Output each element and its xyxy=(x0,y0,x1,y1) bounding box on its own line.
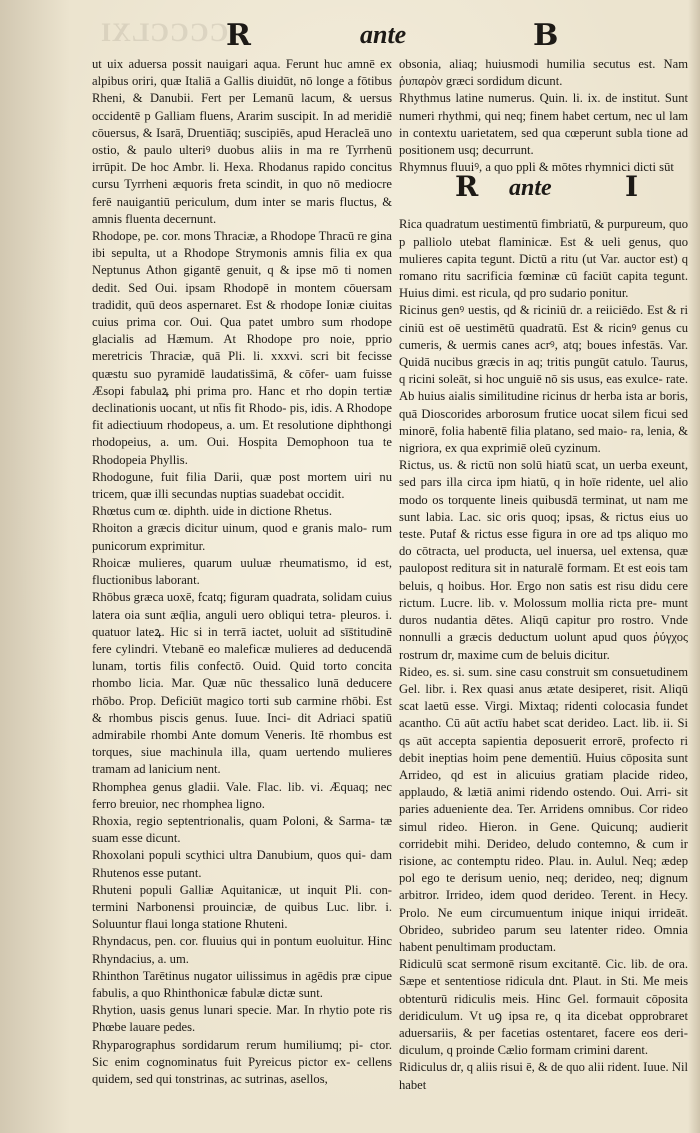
entry-rhuteni: Rhuteni populi Galliæ Aquitanicæ, ut inquit Pli. con- termini Narbonensi prouinciæ, de quibus Luc. libr. i. Soluuntur flaui longa statione Rhuteni. xyxy=(92,882,392,932)
entry-rideo: Rideo, es. si. sum. sine casu construit sm consuetudinem Gel. libr. i. Rex quasi anus ætate desiperet, risit. Aliqū scat laetū esse. Virgi. Mixtaq; ridenti colocasia fundet acantho. Cū aūt actīu habet scat derideo. Lact. lib. ii. Si qs aūt accepta sapientia deposuerit errorē, profecto ri debit ineptias hoim pene dementiū. Huius cōposita sunt Arrideo, qd est in alicuius gratiam placide rideo, applaudo, & lætiā animi ridendo ostendo. Oui. Arri- sit paries adueniente dea. Ter. Arridens omnibus. Cor rideo simul rideo. Hieron. in Gene. Quicunq; audierit corridebit mihi. Derideo, deludo contemno, & cum ir risione, ac contemptu rideo. Plau. in. Aulul. Neq; ædep pol ego te derisum uenio, neq; derideo, neq; dignum arbitror. Irrideo, idem quod derideo. Terent. in Hecy. Prolo. Ne eum circumuentum inique iniqui irrideāt. Obrideo, subrideo parum seu latenter rideo. Omnia habent penultimam productam. xyxy=(399,664,688,954)
entry-rica: Rica quadratum uestimentū fimbriatū, & purpureum, quo p palliolo utebat flaminicæ. Est & ueli genus, quo mulieres capita tegunt. Dictū a ritu (ut Var. auctor est) q romano ritu sacrificia fœminæ cū faciūt capita tegunt. Huius dimi. est ricula, qd pro sudario ponitur. xyxy=(399,217,688,301)
section-header xyxy=(399,170,688,212)
gutter-shadow xyxy=(0,0,70,1133)
entry-rhyparographus: Rhyparographus sordidarum rerum humiliumq; pi- ctor. Sic enim cognominatus fuit Pyreicus pictor ex- cellens quidem, sed qui tonstrinas, ac sutrinas, asellos, xyxy=(92,1037,392,1086)
bleed-through-folio: CCCCLXI xyxy=(100,18,229,47)
entry-rhoetus: Rhœtus cum œ. diphth. uide in dictione Rhetus. xyxy=(92,504,332,519)
left-column xyxy=(92,56,392,1088)
entry-rhomphea: Rhomphea genus gladii. Vale. Flac. lib. vi. Æquaq; nec ferro breuior, nec rhomphea ligno. xyxy=(92,779,392,811)
header-word: ante xyxy=(360,20,407,49)
entry-rhythmus: Rhythmus latine numerus. Quin. li. ix. de institut. Sunt numeri rhythmi, qui neq; finem habet certum, nec ul lam in contextu uarietatem, sed qua cœperunt subla tione ad positionem usq; decurrunt. xyxy=(399,91,688,158)
header-letter-right: B xyxy=(533,18,559,53)
entry-ridiculum: Ridiculū scat sermonē risum excitantē. Cic. lib. de ora. Sæpe et sententiose ridicula dnt. Plaut. in Sti. Me meis obtenturū ridiculis meis. Hinc Gel. formauit cōposita deridiculum. Vt uꝯ ipsa re, q ita dicebat opprobraret aduersariis, & per facetias ostentaret, facere eos deri- diculum, q proinde Cælio formam crimini darent. xyxy=(399,957,688,1058)
section-word: ante xyxy=(509,175,552,202)
entry-rhyparographus-cont: obsonia, aliaq; huiusmodi humilia secutus est. Nam ῥυπαρὸν græci sordidum dicunt. xyxy=(399,57,688,89)
section-letter-left: R xyxy=(455,170,479,204)
entry-rhymnus: Rhymnus fluuiꝰ, a quo ppli & mōtes rhymnici dicti sūt xyxy=(399,160,674,175)
entry-rictus: Rictus, us. & rictū non solū hiatū scat, un uerba exeunt, sed pars illa circa ipm hiatū, q in hoīe ridente, uel alio modo os torquente lineis quibusdā terminat, ut nam me sunt labia. Lac. sic oris quoq; ipsas, & rictus eius uo teste. Putaf & rictus esse figura in ore ad tps aliquo mo do cōtracta, uel producta, uel inuersa, uel extensa, quæ paulopost reditura sit in naturalē formam. Et est eois tam beluis, q hoibus. Hor. Ergo non satis est risu didu cere rictum. Lucre. lib. v. Molossum mollia ricta pre- munt duros nudantia dētes. Aliqū capitur pro rostro. Vnde nonnulli a græcis deductum uolunt apud quos ῥύγχος rostrum dr, maxime cum de beluis dicitur. xyxy=(399,458,688,662)
section-letter-right: I xyxy=(625,170,639,204)
entry-rhoxolani: Rhoxolani populi scythici ultra Danubium, quos qui- dam Rhutenos esse putant. xyxy=(92,848,392,880)
entry-rhoxia: Rhoxia, regio septentrionalis, quam Poloni, & Sarma- tæ suam esse dicunt. xyxy=(92,813,392,846)
entry-rhodogune: Rhodogune, fuit filia Darii, quæ post mortem uiri nu tricem, quæ illi secundas nuptias suadebat occidit. xyxy=(92,469,392,502)
page-edge xyxy=(688,0,700,1133)
entry-ricinus: Ricinus genꝰ uestis, qd & riciniū dr. a reiiciēdo. Est & ri ciniū est oē uestimētū quadratū. Est & ricinꝰ genus cu cumeris, & uermis canes acrꝰ, atq; boues infestās. Var. Quidā nucibus græcis in aq; tritis pungūt catulo. Taurus, q ricini soleāt, si hoc unguiē nō sis usus, eas exulce- rate. Ab huius aialis similitudine ricinus dr herba ista ar boris, quā Dioscorides arborosum frutice uocat silem ficui sed minorē, folia habentē filia platano, sed maio- ra, lenia, & nigriora, ex qua exprimiē oleū cyzinum. xyxy=(399,303,688,456)
entry-rhyndacus: Rhyndacus, pen. cor. fluuius qui in pontum euoluitur. Hinc Rhyndacius, a. um. xyxy=(92,934,392,966)
entry-rhytion: Rhytion, uasis genus lunari specie. Mar. In rhytio pote ris Phœbe lauare pedes. xyxy=(92,1003,392,1035)
running-header xyxy=(0,14,700,54)
entry-rhodanus-cont: ut uix aduersa possit nauigari aqua. Ferunt huc amnē ex alpibus oriri, quæ Italiā a Gallis diuidūt, nō longe a fōtibus Rheni, & Danubii. Fert per Lemanū lacum, & uersus occidentē p Galliam fluens, Ararim suscipit. In ad meridiē cōuersus, & Isarā, Druentiāq; suscipiēs, apud Heracleā uno ostio, & paulo ulteriꝰ duobus aliis in ma re Tyrrhenū irrūpit. De hoc Ambr. li. Hexa. Rhodanus rapido concitus cursu Tyrrheni æquoris freta scindit, in quo nō mediocre ferē nauigantiū periculum, dum inter se maris fluctus, & amnis fluenta decernunt. xyxy=(92,57,392,226)
entry-rhombus: Rhōbus græca uoxē, fcatq; figuram quadrata, solidam cuius latera oia sunt æq̄lia, anguli uero obliqui tetra- pleuros. i. quatuor lateꝝ. Hic si in terrā iactet, uoluit ad sīs̄titudinē fere cylindri. Vtebanē eo maleficæ mulieres ad deducendā lunam, tortis filis confectō. Ouid. Quid torto concita rhombo licia. Mar. Quæ nūc thessalico lunā deducere rhōbo. Prop. Deficiūt magico torti sub carmine rhōbi. Est & rhombus piscis genus. Iuue. Inci- dit Adriaci spatiū admirabile rhombi Ante domum Veneris. Itē rhombus est torques, siue machinula illa, quam uertendo mulieres tramam ad lanicium nent. xyxy=(92,590,392,777)
entry-rhoicae: Rhoicæ mulieres, quarum uuluæ rheumatismo, id est, fluctionibus laborant. xyxy=(92,555,392,588)
entry-ridiculus: Ridiculus dr, q aliis risui ē, & de quo alii rident. Iuue. Nil habet xyxy=(399,1060,688,1092)
right-column xyxy=(399,56,688,1094)
entry-rhodope: Rhodope, pe. cor. mons Thraciæ, a Rhodope Thracū re gina ibi sepulta, ut a Rhodope Strymonis amnis filia ex qua Neptunus Athon gigantē genuit, q & ipse mō ti nomen dedit. Sed Oui. ipsam Rhodopē in montem cōuersam tradidit, quū deos aspernaret. Est & rhodope Ioniæ ciuitas cuius prima cor. Oui. Qua patet umbro sum rhodope glacialis ad Hæmum. At Rhodope pro noie, pprio meretricis Thraciæ, quā Pli. li. xxxvi. scri bit fecisse quæstu suo pyramidē laudatiss̄imā, & cōfer- uam fuisse Æsopi fabulaꝝ phi prima pro. Hanc et rho dopin tertiæ declinationis uocant, ut nt̄is fit Rhodo- pis, idis. A Rhodope fit adiectiuum rhodopeus, a. um. Et resolutione diphthongi rhodopeius, a. um. Oui. Hospita Demophoon tua te Rhodopeia Phyllis. xyxy=(92,229,392,467)
header-letter-left: R xyxy=(226,18,251,53)
entry-rhoiton: Rhoiton a græcis dicitur uinum, quod e granis malo- rum punicorum exprimitur. xyxy=(92,521,392,553)
entry-rhinthon: Rhinthon Tarētinus nugator uilissimus in agēdis præ cipue fabulis, a quo Rhinthonicæ fabulæ dictæ sunt. xyxy=(92,968,392,1000)
